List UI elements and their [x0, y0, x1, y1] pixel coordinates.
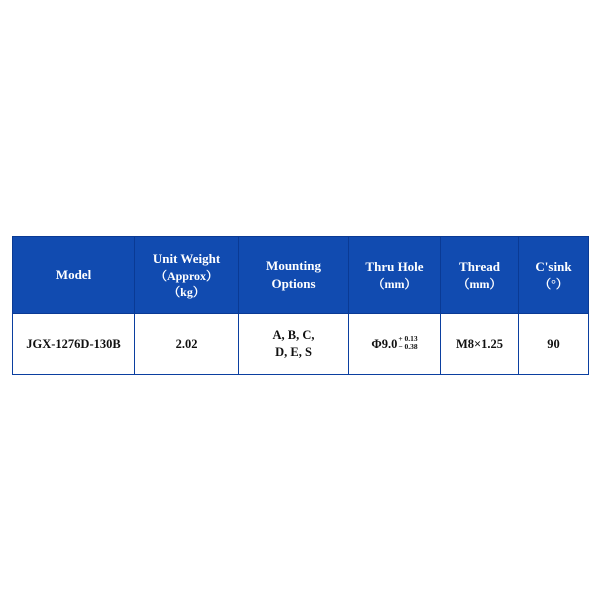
- header-unit-weight-line2: （Approx）: [154, 268, 219, 283]
- header-mounting-line1: Mounting: [266, 258, 321, 274]
- thru-hole-nominal: Φ9.0: [371, 336, 398, 351]
- header-cell-csink: [519, 237, 589, 314]
- specification-table: [12, 236, 589, 375]
- cell-unit-weight: 2.02: [135, 314, 239, 375]
- mounting-line-1: A, B, C,: [272, 328, 315, 343]
- header-cell-thru-hole: [349, 237, 441, 314]
- header-thru-hole-line2: （mm）: [372, 276, 417, 291]
- cell-mounting-options: [239, 314, 349, 375]
- cell-model: JGX-1276D-130B: [13, 314, 135, 375]
- header-thread-line2: （mm）: [457, 276, 502, 291]
- mounting-line-2: D, E, S: [275, 345, 312, 359]
- header-cell-model: [13, 237, 135, 314]
- cell-thru-hole: [349, 314, 441, 375]
- header-cell-mounting-options: [239, 237, 349, 314]
- tolerance-lower: − 0.38: [398, 342, 418, 352]
- header-csink-line1: C'sink: [535, 259, 572, 275]
- header-mounting-line2: Options: [271, 276, 316, 291]
- cell-thread: M8×1.25: [441, 314, 519, 375]
- header-unit-weight-line3: （kg）: [168, 284, 205, 299]
- header-thru-hole-line1: Thru Hole: [365, 259, 424, 275]
- header-model-line1: Model: [55, 267, 92, 283]
- header-csink-line2: （°）: [539, 276, 568, 291]
- thru-hole-group: [371, 335, 417, 353]
- tolerance-upper: + 0.13: [398, 334, 418, 344]
- header-unit-weight-line1: Unit Weight: [152, 251, 221, 267]
- table-header-row: [13, 237, 589, 314]
- header-cell-thread: [441, 237, 519, 314]
- header-cell-unit-weight: [135, 237, 239, 314]
- cell-csink: 90: [519, 314, 589, 375]
- table-row: [13, 314, 589, 375]
- thru-hole-tolerance: [398, 335, 417, 351]
- header-thread-line1: Thread: [459, 259, 500, 275]
